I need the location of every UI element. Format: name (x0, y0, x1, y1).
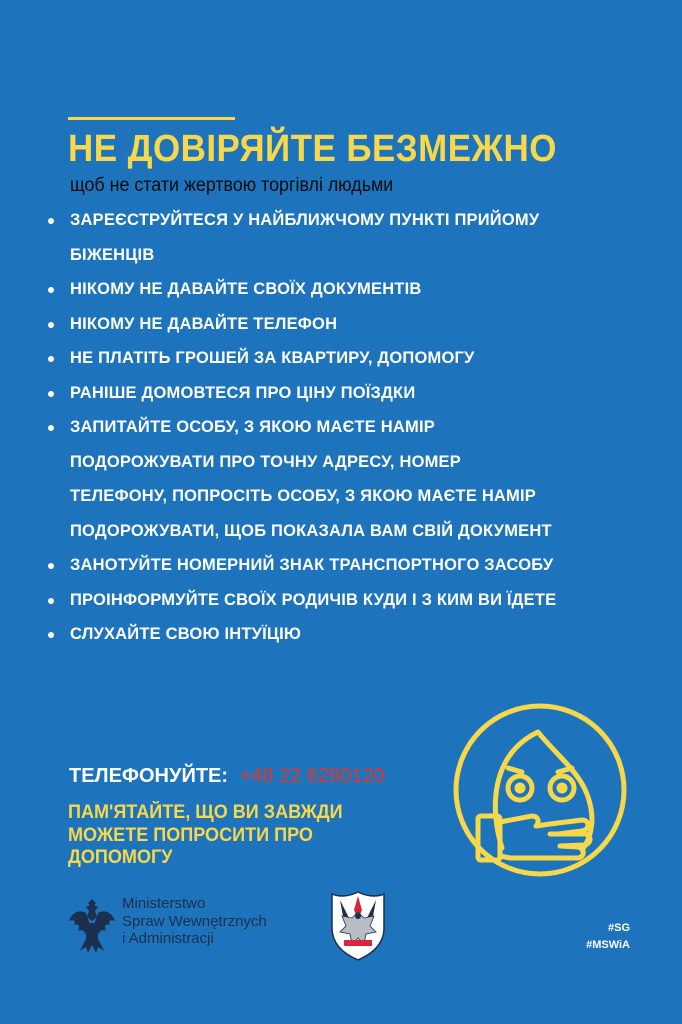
list-item (46, 376, 626, 411)
ministry-line: Spraw Wewnętrznych (122, 912, 267, 930)
scared-face-hand-over-mouth-icon (450, 700, 630, 880)
list-item (46, 617, 626, 652)
list-item (46, 272, 626, 307)
bullet-icon (48, 322, 54, 328)
phone-label: ТЕЛЕФОНУЙТЕ: (69, 765, 229, 787)
hashtags (586, 920, 630, 954)
ministry-name (122, 895, 267, 948)
tip-text: РАНІШЕ ДОМОВТЕСЯ ПРО ЦІНУ ПОЇЗДКИ (70, 383, 416, 402)
list-item (46, 203, 626, 272)
hashtag[interactable]: #MSWiA (586, 939, 630, 951)
phone-line (69, 762, 385, 790)
tip-text: ПРОІНФОРМУЙТЕ СВОЇХ РОДИЧІВ КУДИ І З КИМ ВИ ЇДЕТЕ (70, 590, 557, 609)
bullet-icon (48, 218, 54, 224)
bullet-icon (48, 563, 54, 569)
polish-eagle-emblem-icon (66, 895, 118, 957)
list-item (46, 307, 626, 342)
tip-text: ЗАРЕЄСТРУЙТЕСЯ У НАЙБЛИЖЧОМУ ПУНКТІ ПРИЙОМУ БІЖЕНЦІВ (70, 211, 540, 264)
phone-number[interactable]: +48 22 6280120 (239, 765, 385, 787)
ministry-logo (66, 895, 267, 957)
tip-text: НЕ ПЛАТІТЬ ГРОШЕЙ ЗА КВАРТИРУ, ДОПОМОГУ (70, 349, 475, 367)
bullet-icon (48, 356, 54, 362)
list-item (46, 410, 626, 548)
tips-list (46, 203, 626, 652)
remember-note: ПАМ'ЯТАЙТЕ, ЩО ВИ ЗАВЖДИ МОЖЕТЕ ПОПРОСИТИ ПРО ДОПОМОГУ (68, 802, 343, 868)
bullet-icon (48, 632, 54, 638)
border-guard-emblem-icon (328, 890, 388, 962)
list-item (46, 341, 626, 376)
list-item (46, 583, 626, 618)
hashtag[interactable]: #SG (607, 922, 630, 934)
ministry-line: i Administracji (122, 930, 214, 947)
poster-title: НЕ ДОВІРЯЙТЕ БЕЗМЕЖНО (68, 128, 557, 170)
tip-text: ЗАНОТУЙТЕ НОМЕРНИЙ ЗНАК ТРАНСПОРТНОГО ЗАСОБУ (70, 556, 554, 574)
bullet-icon (48, 598, 54, 604)
title-accent-line (68, 117, 235, 120)
bullet-icon (48, 287, 54, 293)
bullet-icon (48, 391, 54, 397)
bullet-icon (48, 425, 54, 431)
tip-text: НІКОМУ НЕ ДАВАЙТЕ ТЕЛЕФОН (70, 314, 338, 333)
poster-subtitle: щоб не стати жертвою торгівлі людьми (70, 175, 394, 196)
tip-text: ЗАПИТАЙТЕ ОСОБУ, З ЯКОЮ МАЄТЕ НАМІР ПОДОРОЖУВАТИ ПРО ТОЧНУ АДРЕСУ, НОМЕР ТЕЛЕФОНУ, ПОПРОСІТЬ ОСОБУ, З ЯКОЮ МАЄТЕ НАМІР ПОДОРОЖУВАТИ, ЩОБ ПОКАЗАЛА ВАМ СВІЙ ДОКУМЕНТ (70, 418, 552, 540)
list-item (46, 548, 626, 583)
tip-text: НІКОМУ НЕ ДАВАЙТЕ СВОЇХ ДОКУМЕНТІВ (70, 280, 422, 298)
ministry-line: Ministerstwo (122, 895, 206, 912)
tip-text: СЛУХАЙТЕ СВОЮ ІНТУЇЦІЮ (70, 625, 302, 643)
